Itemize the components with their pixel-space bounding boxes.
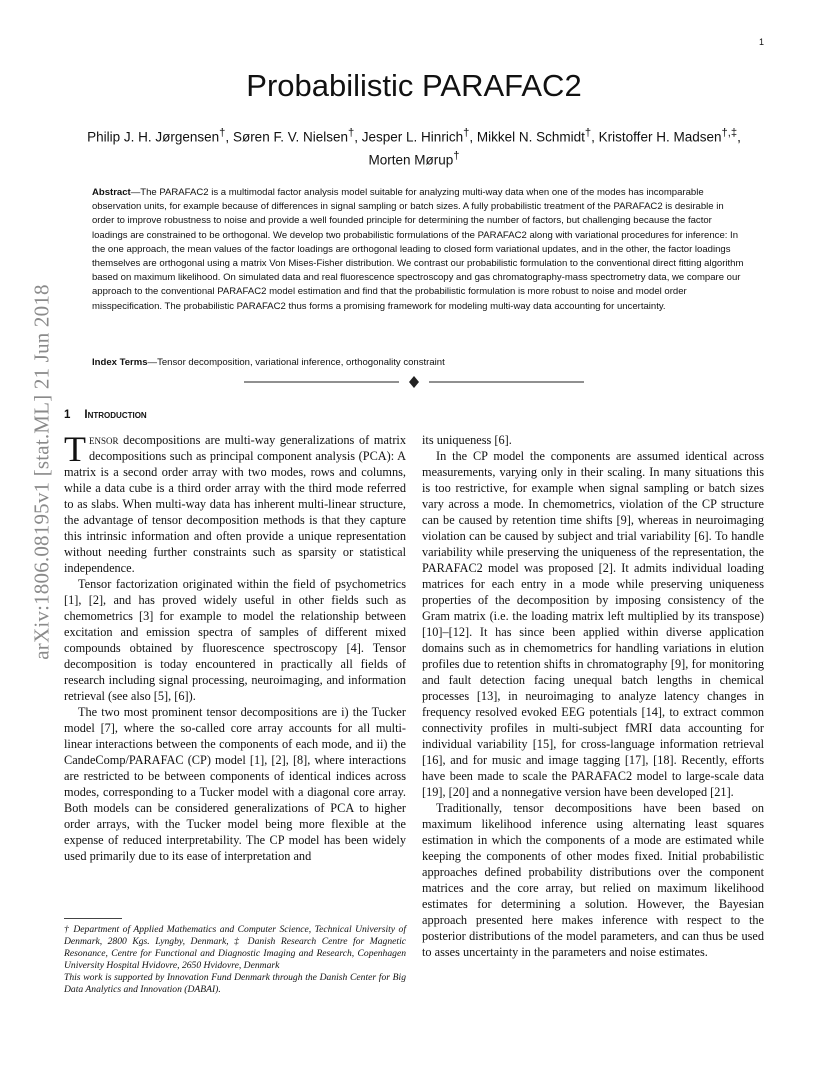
lead-in-word: ensor: [89, 433, 119, 447]
paragraph: In the CP model the components are assumed identical across measurements, varying only in their scaling. In many situations this is too restrictive, for example when signal sampling or batch sizes vary across a mode. In chemometrics, violation of the CP structure can be caused by retention time shifts [9], whereas in neuroimaging violation can be caused by subject and trial variability [6]. To handle variability while preserving the uniqueness of the representation, the PARAFAC2 model was proposed [2]. It admits individual loading matrices for each entry in a mode while preserving uniqueness properties of the decomposition by imposing consistency of the Gram matrix (i.e. the loading matrix left multiplied by its transpose) [10]–[12]. It has since been applied within diverse application domains such as in chemometrics for handling variations in elution profiles due to retention shifts in chromatography [9], for monitoring and fault detection facing unequal batch lengths in chemical processes [13], in neuroimaging to analyze latency changes in frequency resolved evoked EEG potentials [14], to extract common connectivity profiles in multi-subject fMRI data accounting for individual variability [15], for cross-language information retrieval [16], and for music and image tagging [17], [18]. Recently, efforts have been made to scale the PARAFAC2 model to large-scale data [19], [20] and a nonnegative version have been developed [21].: [422, 449, 764, 799]
affiliation-mark: †: [584, 127, 592, 139]
funding-footnote: This work is supported by Innovation Fund Denmark through the Danish Center for Big Data Analytics and Innovation (DABAI).: [64, 971, 406, 995]
paragraph: [64, 429, 406, 576]
left-column: [64, 429, 406, 864]
affiliation-mark: †: [453, 149, 460, 162]
affiliation-footnote: † Department of Applied Mathematics and Computer Science, Technical University of Denmark, 2800 Kgs. Lyngby, Denmark, ‡ Danish Research Centre for Magnetic Resonance, Centre for Functional and Diagnostic Imaging and Research, Copenhagen University Hospital Hvidovre, 2650 Hvidovre, Denmark: [64, 924, 406, 971]
author-name: Jesper L. Hinrich: [361, 129, 464, 145]
abstract-text: —The PARAFAC2 is a multimodal factor analysis model suitable for analyzing multi-way data when one of the modes has incomparable observation units, for example because of differences in signal sampling or batch sizes. A fully probabilistic treatment of the PARAFAC2 is desirable in order to improve robustness to noise and provide a well founded principle for determining the number of factors, but challenging because the factor loadings are constrained to be orthogonal. We develop two probabilistic formulations of the PARAFAC2 along with variational procedures for inference: In the one approach, the mean values of the factor loadings are orthogonal leading to closed form variational updates, and in the other, the factor loadings themselves are orthogonal using a matrix Von Mises-Fisher distribution. We contrast our probabilistic formulation to the conventional direct fitting algorithm based on maximum likelihood. On simulated data and real fluorescence spectroscopy and gas chromatography-mass spectrometry data, we compare our approach to the conventional PARAFAC2 model estimation and find that the probabilistic formulation is more robust to noise and model order misspecification. The probabilistic PARAFAC2 thus forms a promising framework for modeling multi-way data accounting for uncertainty.: [92, 187, 744, 312]
affiliation-mark: †,‡: [721, 127, 738, 139]
index-terms-text: —Tensor decomposition, variational inference, orthogonality constraint: [147, 357, 445, 368]
section-divider: [244, 374, 584, 390]
footnotes: [64, 924, 406, 995]
author-name: Mikkel N. Schmidt: [476, 129, 585, 145]
drop-cap: T: [64, 429, 86, 469]
affiliation-mark: †: [348, 127, 355, 139]
author-name: Morten Mørup: [368, 152, 454, 167]
index-terms-label: Index Terms: [92, 357, 148, 368]
arxiv-stamp: arXiv:1806.08195v1 [stat.ML] 21 Jun 2018: [29, 284, 54, 660]
author-name: Kristoffer H. Madsen: [598, 129, 722, 145]
abstract: [92, 186, 744, 314]
section-number: 1: [64, 409, 71, 421]
paragraph: The two most prominent tensor decompositions are i) the Tucker model [7], where the so-called core array accounts for all multi-linear interactions between the components of each mode, and ii) the CandeComp/PARAFAC (CP) model [1], [2], [8], where interactions are restricted to be between components of identical indices across modes, corresponding to a Tucker model with a diagonal core array. Both models can be considered generalizations of PCA to higher order arrays, with the Tucker model being more flexible at the expense of reduced interpretability. The CP model has been widely used primarily due to its ease of interpretation and: [64, 705, 406, 863]
paper-title: Probabilistic PARAFAC2: [246, 68, 582, 103]
index-terms: [92, 356, 744, 370]
right-column: [422, 432, 764, 960]
author-name: Philip J. H. Jørgensen: [87, 129, 220, 145]
affiliation-mark: †: [219, 127, 226, 139]
paragraph: Traditionally, tensor decompositions have been based on maximum likelihood inference using alternating least squares estimation in which the components of a mode are estimated while keeping the components of other modes fixed. Initial probabilistic approaches defined probability distributions over the component matrices and the core array, but relied on maximum likelihood estimates for determining a solution. However, the Bayesian approach presented here makes inference with respect to the posterior distributions of the model parameters, and can thus be used to asses uncertainty in the parameters and noise estimates.: [422, 801, 764, 959]
paragraph: its uniqueness [6].: [422, 433, 512, 447]
author-name: Søren F. V. Nielsen: [232, 129, 348, 145]
section-title: Introduction: [84, 409, 147, 421]
footnote-rule: [64, 918, 122, 919]
paragraph-text: decompositions are multi-way generalizations of matrix decompositions such as principal component analysis (PCA): A matrix is a second order array with two modes, rows and columns, while a data cube is a third order array with the third mode referred to as slabs. When multi-way data has inherent multi-linear structure, the advantage of tensor decomposition methods is that they capture this intrinsic information and often provide a unique representation without needing further constraints such as sparsity or statistical independence.: [64, 433, 406, 575]
author-list: Philip J. H. Jørgensen†, Søren F. V. Nielsen†, Jesper L. Hinrich†, Mikkel N. Schmidt†, Kristoffer H. Madsen†,‡, Morten Mørup†: [87, 127, 741, 167]
affiliation-mark: †: [463, 127, 470, 139]
section-heading: [64, 409, 147, 421]
paragraph: Tensor factorization originated within the field of psychometrics [1], [2], and has proved widely useful in other fields such as chemometrics [3] for example to model the relationship between excitation and emission spectra of samples of different mixed compounds obtained by fluorescence spectroscopy [4]. Tensor decomposition is today encountered in practically all fields of research including signal processing, neuroimaging, and information retrieval (see also [5], [6]).: [64, 577, 406, 703]
abstract-label: Abstract: [92, 187, 131, 198]
page-number: 1: [758, 37, 764, 47]
